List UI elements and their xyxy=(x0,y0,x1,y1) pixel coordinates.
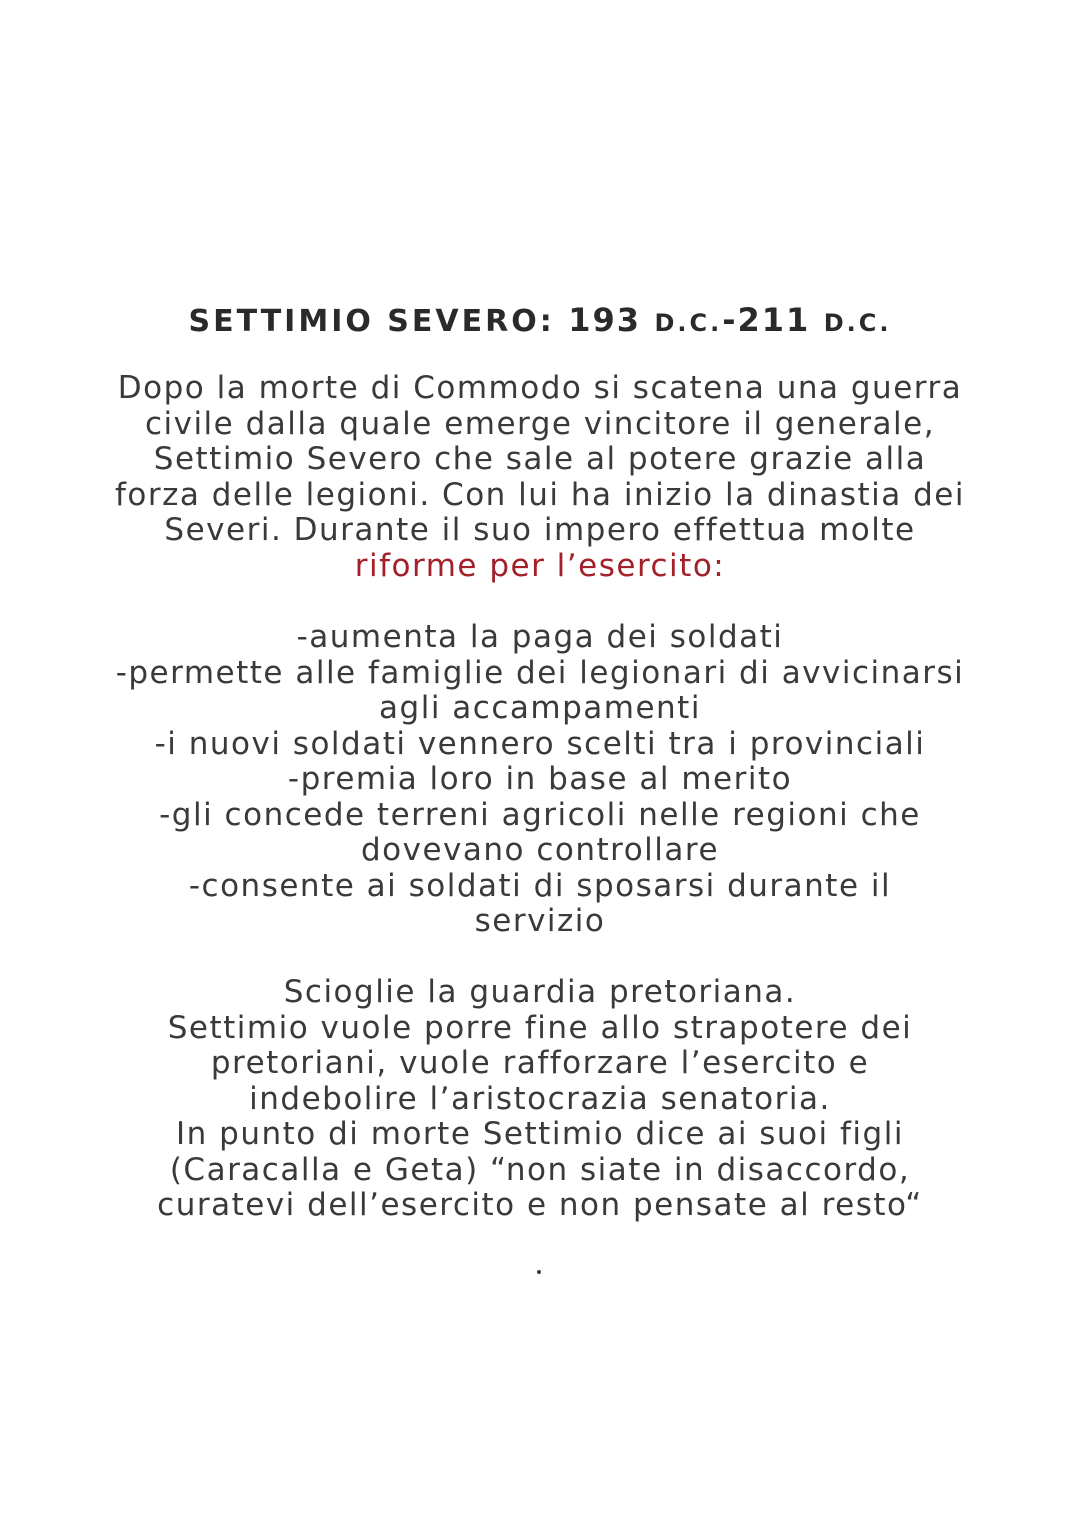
stray-dot xyxy=(537,1270,541,1274)
intro-highlight: riforme per l’esercito: xyxy=(354,547,726,584)
reform-line: -consente ai soldati di sposarsi durante il xyxy=(188,867,892,904)
intro-line: Severi. Durante il suo impero effettua molte xyxy=(164,512,916,548)
reform-line: -aumenta la paga dei soldati xyxy=(296,619,784,655)
closing-line: pretoriani, vuole rafforzare l’esercito e xyxy=(210,1045,870,1081)
closing-paragraph xyxy=(60,975,1020,1224)
title-separator: - xyxy=(722,301,738,339)
reform-line: servizio xyxy=(474,903,606,939)
title-start-year: 193 xyxy=(568,301,641,339)
intro-paragraph xyxy=(60,371,1020,584)
closing-line: (Caracalla e Geta) “non siate in disaccordo, xyxy=(169,1151,911,1188)
title-end-era: D.C. xyxy=(823,309,892,337)
reform-line: -i nuovi soldati vennero scelti tra i provinciali xyxy=(154,725,926,762)
reform-line: -gli concede terreni agricoli nelle regioni che xyxy=(159,796,921,833)
closing-line: indebolire l’aristocrazia senatoria. xyxy=(249,1080,831,1117)
intro-line: forza delle legioni. Con lui ha inizio la dinastia dei xyxy=(114,476,965,513)
title-name: SETTIMIO SEVERO: xyxy=(188,304,555,339)
closing-line: curatevi dell’esercito e non pensate al resto“ xyxy=(157,1187,923,1223)
closing-line: Scioglie la guardia pretoriana. xyxy=(283,974,797,1010)
title-start-era: D.C. xyxy=(654,309,723,337)
intro-line: Settimio Severo che sale al potere grazie alla xyxy=(153,441,927,477)
reform-line: agli accampamenti xyxy=(379,690,701,726)
closing-line: In punto di morte Settimio dice ai suoi figli xyxy=(176,1116,904,1152)
intro-line: civile dalla quale emerge vincitore il generale, xyxy=(144,405,936,442)
reforms-list xyxy=(60,620,1020,940)
page-title xyxy=(0,300,1080,343)
reform-line: -premia loro in base al merito xyxy=(287,761,793,797)
title-end-year: 211 xyxy=(737,301,811,339)
reform-line: dovevano controllare xyxy=(360,832,720,868)
intro-line: Dopo la morte di Commodo si scatena una guerra xyxy=(117,370,963,406)
closing-line: Settimio vuole porre fine allo strapotere dei xyxy=(167,1009,913,1046)
reform-line: -permette alle famiglie dei legionari di avvicinarsi xyxy=(115,654,965,691)
